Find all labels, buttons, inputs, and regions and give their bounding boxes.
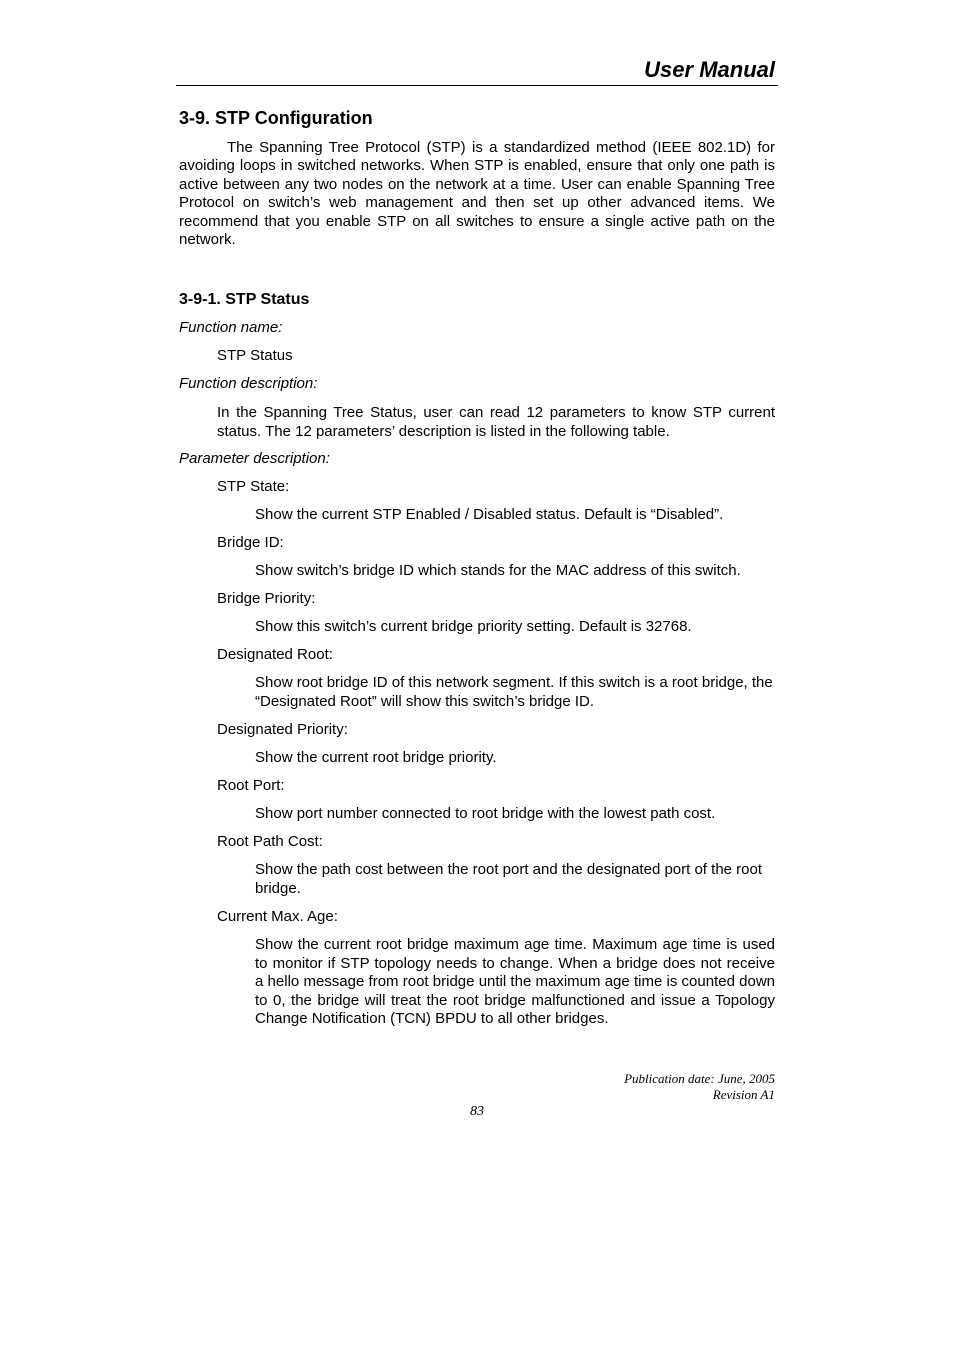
param-desc-bridge-priority: Show this switch’s current bridge priority setting. Default is 32768. — [255, 618, 692, 635]
function-name-label: Function name: — [179, 319, 283, 336]
page-number: 83 — [470, 1104, 484, 1119]
param-desc-designated-priority: Show the current root bridge priority. — [255, 749, 497, 766]
param-name-stp-state: STP State: — [217, 478, 290, 495]
function-description-text: In the Spanning Tree Status, user can read 12 parameters to know STP current status. The 12 parameters’ description is listed in the following table. — [217, 404, 775, 440]
param-name-bridge-priority: Bridge Priority: — [217, 590, 316, 607]
revision: Revision A1 — [712, 1087, 775, 1102]
param-desc-bridge-id: Show switch’s bridge ID which stands for the MAC address of this switch. — [255, 562, 741, 579]
param-desc-root-port: Show port number connected to root bridge with the lowest path cost. — [255, 805, 716, 822]
subsection-heading: 3-9-1. STP Status — [179, 291, 310, 308]
section-intro — [179, 139, 775, 249]
function-name-value: STP Status — [217, 347, 293, 364]
header-rule — [176, 85, 778, 86]
function-description-label: Function description: — [179, 375, 318, 392]
param-name-designated-root: Designated Root: — [217, 646, 333, 663]
parameter-description-label: Parameter description: — [179, 450, 330, 467]
section-heading: 3-9. STP Configuration — [179, 108, 373, 128]
param-name-designated-priority: Designated Priority: — [217, 721, 348, 738]
param-desc-stp-state: Show the current STP Enabled / Disabled status. Default is “Disabled”. — [255, 506, 724, 523]
header-title: User Manual — [644, 57, 775, 82]
publication-date: Publication date: June, 2005 — [624, 1071, 775, 1086]
param-name-root-path-cost: Root Path Cost: — [217, 833, 323, 850]
param-desc-current-max-age: Show the current root bridge maximum age time. Maximum age time is used to monitor if STP topology needs to change. When a bridge does not receive a hello message from root bridge until the maximum age time is counted down to 0, the bridge will treat the root bridge malfunctioned and issue a Topology Change Notification (TCN) BPDU to all other bridges. — [255, 936, 775, 1027]
section-intro-text: The Spanning Tree Protocol (STP) is a standardized method (IEEE 802.1D) for avoiding loops in switched networks. When STP is enabled, ensure that only one path is active between any two nodes on the network at a time. User can enable Spanning Tree Protocol on switch’s web management and then set up other advanced items. We recommend that you enable STP on all switches to ensure a single active path on the network. — [179, 139, 775, 249]
param-desc-designated-root: Show root bridge ID of this network segment. If this switch is a root bridge, the “Designated Root” will show this switch’s bridge ID. — [255, 674, 773, 710]
param-name-bridge-id: Bridge ID: — [217, 534, 284, 551]
param-name-root-port: Root Port: — [217, 777, 285, 794]
param-name-current-max-age: Current Max. Age: — [217, 908, 338, 925]
param-desc-root-path-cost: Show the path cost between the root port and the designated port of the root bridge. — [255, 861, 763, 897]
